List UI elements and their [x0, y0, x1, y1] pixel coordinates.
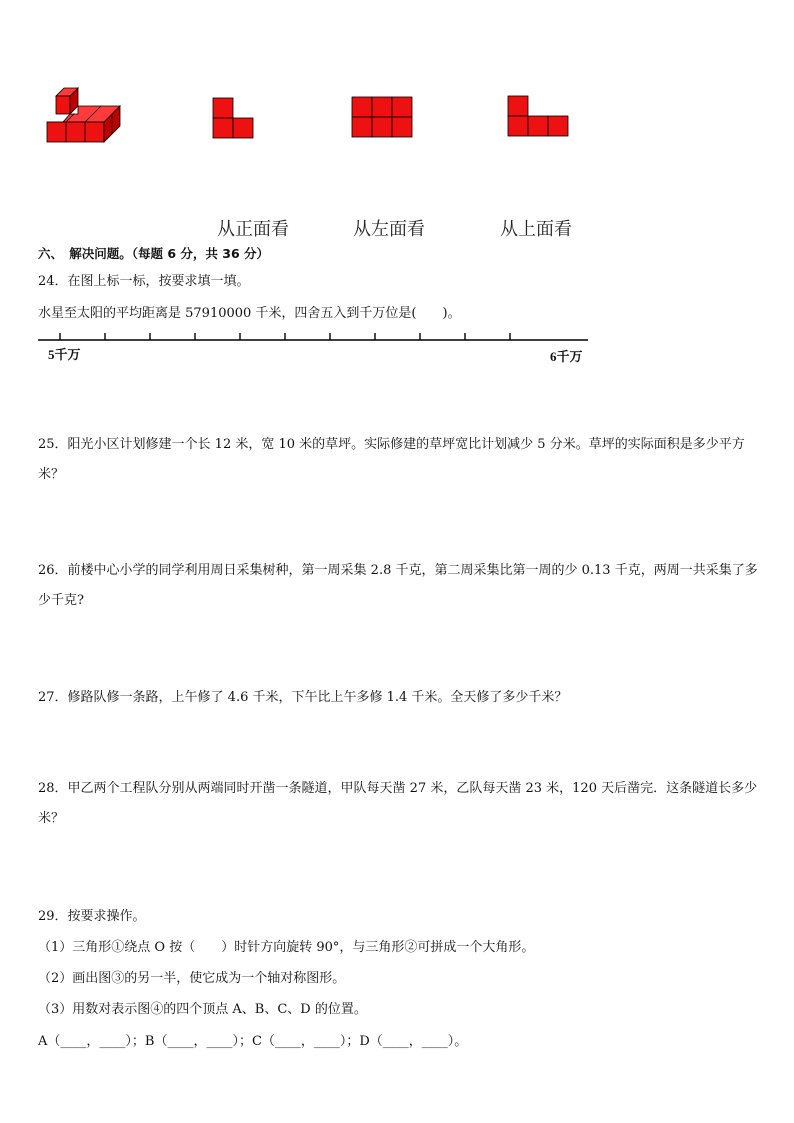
- q28-text: 28．甲乙两个工程队分别从两端同时开凿一条隧道，甲队每天凿 27 米，乙队每天凿 23 米，120 天后凿完．这条隧道长多少米？: [38, 781, 758, 826]
- view-label-left: 从左面看: [353, 219, 425, 240]
- l-shape-figure-2: [507, 95, 569, 137]
- q29-answer-line: A（____，____）；B（____，____）；C（____，____）；D（____，____）。: [38, 1034, 468, 1049]
- number-line-start-label: 5千万: [48, 347, 81, 362]
- q24-title: 24．在图上标一标，按要求填一填。: [38, 274, 250, 289]
- cube-stack-3d-figure: [44, 84, 126, 146]
- q29-part1: （1）三角形①绕点 O 按（ ）时针方向旋转 90°，与三角形②可拼成一个大角形。: [38, 940, 535, 955]
- q29-part2: （2）画出图③的另一半，使它成为一个轴对称图形。: [38, 971, 346, 986]
- q26-text: 26．前楼中心小学的同学利用周日采集树种，第一周采集 2.8 千克，第二周采集比第一周的少 0.13 千克，两周一共采集了多少千克?: [38, 563, 758, 608]
- q27-text: 27．修路队修一条路，上午修了 4.6 千米，下午比上午多修 1.4 千米。全天修了多少千米？: [38, 690, 568, 705]
- l-shape-figure-1: [212, 97, 256, 139]
- q24-text: 水星至太阳的平均距离是 57910000 千米，四舍五入到千万位是( )。: [38, 306, 461, 321]
- view-label-top: 从上面看: [500, 219, 572, 240]
- q29-title: 29．按要求操作。: [38, 909, 146, 924]
- number-line: [38, 325, 590, 349]
- q29-part3: （3）用数对表示图④的四个顶点 A、B、C、D 的位置。: [38, 1002, 367, 1017]
- number-line-end-label: 6千万: [550, 349, 583, 364]
- grid-2x3-figure: [351, 96, 413, 138]
- q25-text: 25．阳光小区计划修建一个长 12 米，宽 10 米的草坪。实际修建的草坪宽比计划减少 5 分米。草坪的实际面积是多少平方米？: [38, 437, 745, 482]
- section-six-title: 六、 解决问题。（每题 6 分，共 36 分）: [38, 246, 270, 261]
- view-label-front: 从正面看: [217, 219, 289, 240]
